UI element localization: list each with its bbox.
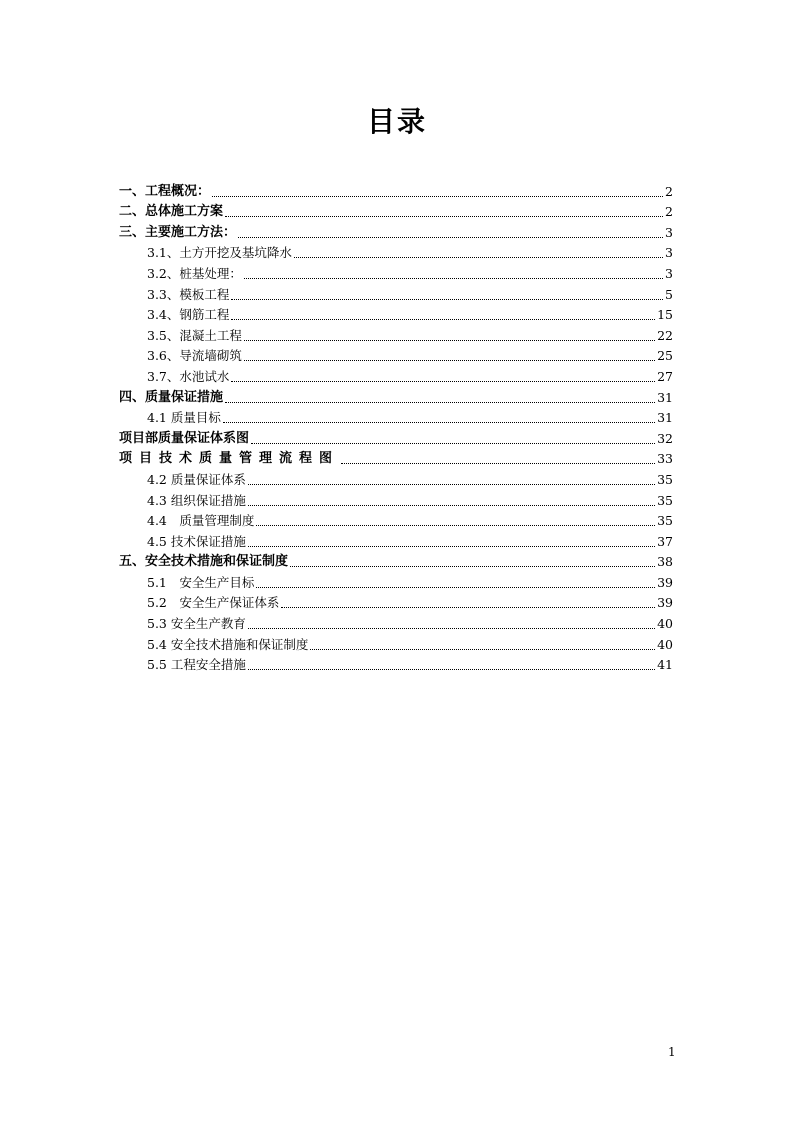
toc-entry-page: 3 [665,224,673,240]
toc-entry-title: 4.2 质量保证体系 [147,471,246,487]
toc-entry[interactable] [119,449,673,470]
toc-dot-leader [251,442,655,444]
toc-entry-title: 3.2、桩基处理： [147,265,242,281]
toc-entry-title: 4.3 组织保证措施 [147,492,246,508]
toc-entry-title: 5.2 安全生产保证体系 [147,595,280,611]
toc-entry[interactable] [119,387,673,408]
toc-dot-leader [281,606,655,608]
toc-dot-leader [231,380,655,382]
toc-entry-title: 5.3 安全生产教育 [147,616,246,632]
toc-entry-title: 3.4、钢筋工程 [147,307,230,323]
toc-entry-page: 33 [657,451,673,467]
toc-entry-page: 35 [657,471,673,487]
toc-entry-page: 2 [665,204,673,220]
toc-entry-title: 3.1、土方开挖及基坑降水 [147,245,292,261]
toc-dot-leader [238,236,663,238]
toc-entry[interactable] [119,634,673,655]
toc-dot-leader [248,668,655,670]
toc-entry-page: 41 [657,657,673,673]
table-of-contents [119,181,673,675]
toc-entry-title: 5.5 工程安全措施 [147,657,246,673]
toc-entry[interactable] [119,305,673,326]
toc-entry-title: 项目技术质量管理流程图 [119,451,340,467]
toc-entry[interactable] [119,346,673,367]
toc-entry[interactable] [119,325,673,346]
toc-entry-page: 27 [657,368,673,384]
toc-entry-title: 5.1 安全生产目标 [147,574,255,590]
toc-entry-title: 4.4 质量管理制度 [147,513,255,529]
toc-entry-title: 一、工程概况： [119,183,211,199]
toc-dot-leader [231,298,663,300]
toc-entry-page: 22 [657,327,673,343]
toc-entry-page: 37 [657,533,673,549]
toc-entry-page: 39 [657,574,673,590]
toc-entry[interactable] [119,552,673,573]
toc-dot-leader [244,359,655,361]
toc-dot-leader [256,524,655,526]
toc-dot-leader [225,401,655,403]
toc-entry-page: 40 [657,636,673,652]
toc-dot-leader [248,627,655,629]
page-title: 目录 [366,105,427,138]
toc-entry[interactable] [119,593,673,614]
toc-entry-title: 四、质量保证措施 [119,389,224,405]
toc-entry[interactable] [119,222,673,243]
toc-entry-page: 25 [657,348,673,364]
toc-entry-page: 40 [657,616,673,632]
toc-dot-leader [223,421,655,423]
toc-dot-leader [212,195,663,197]
toc-entry-title: 3.5、混凝土工程 [147,327,242,343]
toc-entry-page: 2 [665,183,673,199]
toc-entry-title: 项目部质量保证体系图 [119,430,250,446]
toc-dot-leader [231,318,655,320]
toc-dot-leader [244,277,663,279]
toc-entry[interactable] [119,181,673,202]
toc-entry-page: 3 [665,245,673,261]
toc-entry-title: 五、安全技术措施和保证制度 [119,554,289,570]
toc-entry-page: 3 [665,265,673,281]
toc-entry-title: 5.4 安全技术措施和保证制度 [147,636,309,652]
toc-entry-page: 31 [657,389,673,405]
toc-dot-leader [248,504,655,506]
toc-entry-title: 二、总体施工方案 [119,204,224,220]
toc-entry-page: 15 [657,307,673,323]
toc-entry-page: 31 [657,410,673,426]
toc-entry[interactable] [119,284,673,305]
toc-entry-title: 3.7、水池试水 [147,368,230,384]
toc-dot-leader [290,565,655,567]
toc-entry[interactable] [119,655,673,676]
toc-entry[interactable] [119,613,673,634]
toc-entry[interactable] [119,408,673,429]
toc-entry-title: 三、主要施工方法： [119,224,237,240]
toc-dot-leader [310,648,655,650]
toc-entry[interactable] [119,469,673,490]
toc-entry[interactable] [119,263,673,284]
toc-entry[interactable] [119,366,673,387]
toc-dot-leader [341,462,655,464]
toc-entry-page: 35 [657,513,673,529]
toc-entry[interactable] [119,572,673,593]
toc-entry[interactable] [119,490,673,511]
page-number: 1 [668,1045,676,1059]
toc-entry[interactable] [119,428,673,449]
toc-entry-title: 3.6、导流墙砌筑 [147,348,242,364]
toc-dot-leader [248,545,655,547]
toc-entry[interactable] [119,531,673,552]
toc-entry-page: 38 [657,554,673,570]
toc-dot-leader [225,215,663,217]
toc-dot-leader [244,339,655,341]
toc-entry[interactable] [119,511,673,532]
toc-entry-title: 4.1 质量目标 [147,410,221,426]
toc-entry[interactable] [119,243,673,264]
toc-entry-page: 5 [665,286,673,302]
toc-entry-page: 35 [657,492,673,508]
toc-entry-page: 39 [657,595,673,611]
toc-dot-leader [256,586,655,588]
toc-dot-leader [248,483,655,485]
toc-entry-title: 3.3、模板工程 [147,286,230,302]
toc-entry-page: 32 [657,430,673,446]
toc-entry[interactable] [119,202,673,223]
toc-dot-leader [294,256,663,258]
toc-entry-title: 4.5 技术保证措施 [147,533,246,549]
